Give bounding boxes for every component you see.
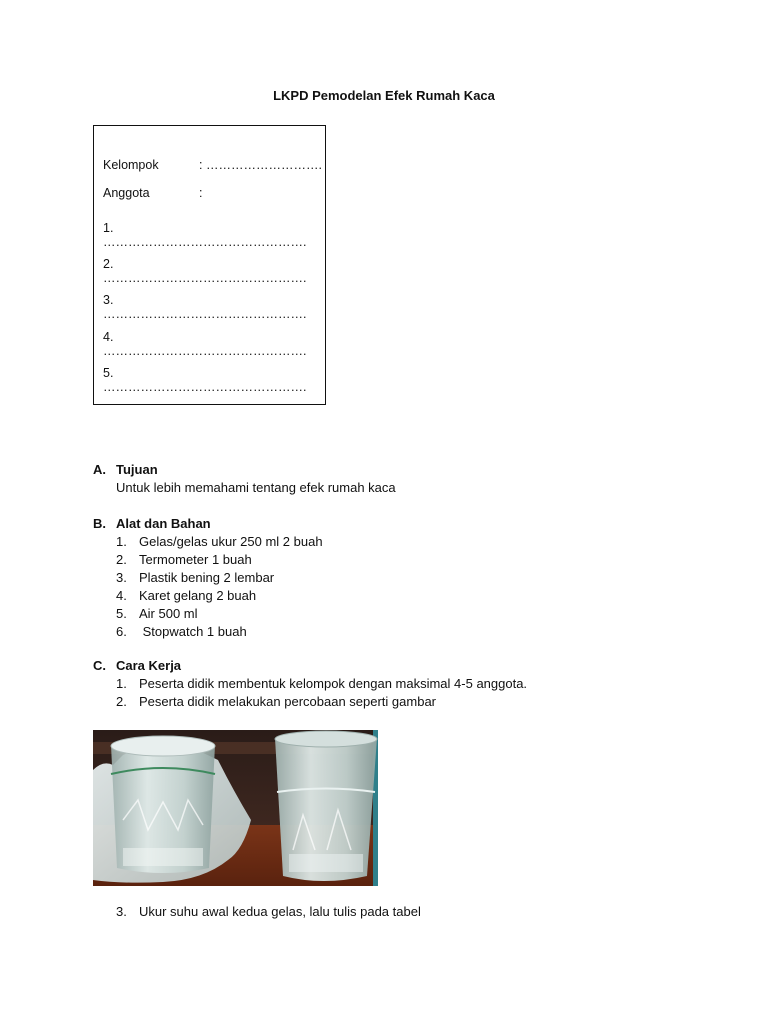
member-row-4 [103,330,325,358]
list-item [93,551,323,569]
member-row-5 [103,366,325,394]
list-text: Termometer 1 buah [139,552,252,567]
list-number: 4. [116,588,127,603]
section-cara-kerja [93,657,527,711]
member-number: 4. [103,330,114,344]
list-number: 6. [116,624,127,639]
section-tujuan [93,461,396,497]
section-heading [93,515,323,533]
member-row-3 [103,293,325,321]
list-item [93,533,323,551]
list-number: 3. [116,570,127,585]
member-field[interactable]: …………………………………………. [103,235,307,249]
list-item [93,605,323,623]
kelompok-row [103,158,322,172]
list-text: Karet gelang 2 buah [139,588,257,603]
list-text: Ukur suhu awal kedua gelas, lalu tulis pada tabel [139,904,421,919]
experiment-photo [93,730,378,886]
member-number: 5. [103,366,114,380]
list-item [93,569,323,587]
section-heading [93,657,527,675]
page-title: LKPD Pemodelan Efek Rumah Kaca [273,88,495,103]
section-title: Tujuan [116,462,158,477]
list-item [93,587,323,605]
list-text: Plastik bening 2 lembar [139,570,275,585]
list-number: 2. [116,552,127,567]
member-row-1 [103,221,325,249]
anggota-label: Anggota [103,186,150,200]
member-field[interactable]: …………………………………………. [103,380,307,394]
kelompok-label: Kelompok [103,158,159,172]
list-item [93,693,527,711]
member-field[interactable]: …………………………………………. [103,344,307,358]
section-letter: C. [93,658,106,673]
member-row-2 [103,257,325,285]
anggota-colon: : [199,186,203,200]
list-text: Stopwatch 1 buah [139,624,247,639]
list-text: Peserta didik membentuk kelompok dengan maksimal 4-5 anggota. [139,676,528,691]
list-number: 2. [116,694,127,709]
list-item [93,623,323,641]
list-text: Air 500 ml [139,606,198,621]
section-letter: B. [93,516,106,531]
anggota-row [103,186,202,200]
section-title: Cara Kerja [116,658,182,673]
section-letter: A. [93,462,106,477]
list-number: 1. [116,534,127,549]
tujuan-text: Untuk lebih memahami tentang efek rumah kaca [116,480,396,495]
list-number: 3. [116,904,127,919]
group-info-box [93,125,326,405]
member-field[interactable]: …………………………………………. [103,271,307,285]
section-alat-bahan [93,515,323,641]
section-title: Alat dan Bahan [116,516,211,531]
member-number: 3. [103,293,114,307]
section-heading [93,461,396,479]
step-3 [116,904,421,919]
kelompok-field[interactable]: : ………………………. [199,158,322,172]
experiment-photo-illustration [93,730,378,886]
list-number: 1. [116,676,127,691]
list-text: Peserta didik melakukan percobaan seperti gambar [139,694,437,709]
member-field[interactable]: …………………………………………. [103,307,307,321]
list-item [93,675,527,693]
list-number: 5. [116,606,127,621]
list-text: Gelas/gelas ukur 250 ml 2 buah [139,534,323,549]
member-number: 1. [103,221,114,235]
member-number: 2. [103,257,114,271]
